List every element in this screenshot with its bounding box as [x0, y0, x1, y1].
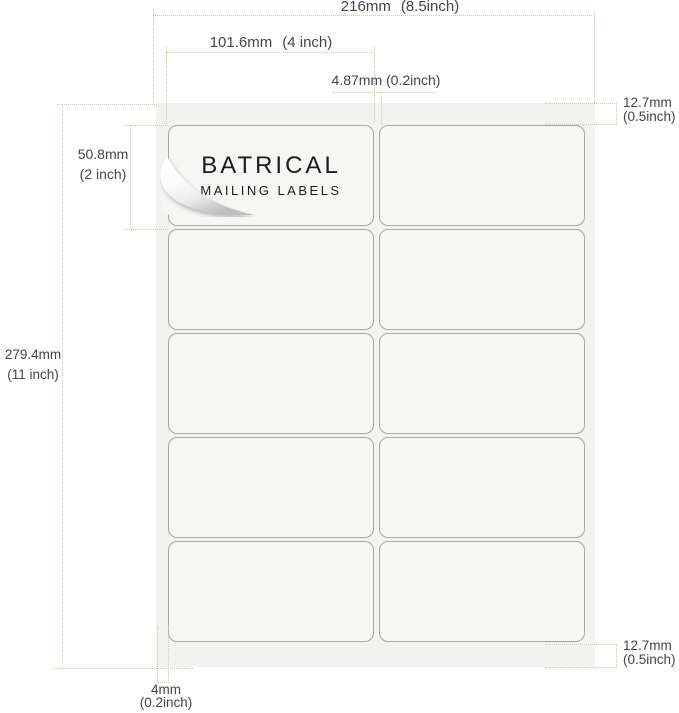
label-cell [379, 125, 585, 226]
extension-line [594, 21, 595, 103]
label-cell [379, 333, 585, 434]
extension-line [157, 626, 158, 683]
extension-line [381, 92, 382, 125]
dimension-line [545, 667, 617, 668]
dimension-tick [124, 125, 168, 126]
dimension-tick [157, 682, 169, 683]
dimension-tick [594, 10, 595, 21]
label-cell [168, 541, 374, 642]
dimension-tick [616, 103, 617, 124]
extension-line [153, 21, 154, 103]
label-cell [379, 541, 585, 642]
left-margin-annotation [114, 683, 218, 709]
dimension-tick [153, 10, 154, 21]
sheet-height-unit: (11 inch) [7, 367, 59, 382]
extension-line [374, 58, 375, 124]
label-sheet [156, 103, 595, 667]
dimension-tick [166, 47, 167, 58]
top-margin-annotation [623, 96, 676, 123]
label-height-value: 50.8mm [77, 146, 129, 162]
dimension-line [62, 104, 63, 668]
sheet-height-value: 279.4mm [4, 347, 62, 362]
bottom-margin-annotation [623, 639, 676, 666]
dimension-tick [57, 104, 157, 105]
peeled-corner-icon [160, 157, 256, 217]
dimension-tick [52, 668, 193, 669]
dimension-tick [616, 644, 617, 667]
label-cell [168, 333, 374, 434]
column-gap-value: 4.87mm [331, 72, 383, 88]
label-width-annotation [168, 34, 374, 51]
extension-line [168, 626, 169, 683]
brand-name: BATRICAL [201, 152, 341, 179]
label-width-unit: (4 inch) [282, 34, 333, 51]
dimension-tick [374, 47, 375, 58]
label-cell [379, 437, 585, 538]
left-margin-unit: (0.2inch) [139, 695, 193, 710]
dimension-tick [124, 229, 168, 230]
label-cell [168, 229, 374, 330]
label-cell [168, 437, 374, 538]
brand-subtitle: MAILING LABELS [200, 183, 342, 198]
sheet-width-value: 216mm [340, 0, 391, 15]
dimension-line [166, 52, 374, 53]
column-gap-unit: (0.2inch) [386, 72, 441, 88]
sheet-height-annotation [0, 345, 66, 385]
first-label-content [168, 125, 374, 226]
dimension-line [545, 124, 617, 125]
label-height-unit: (2 inch) [79, 166, 127, 182]
sheet-width-annotation [290, 0, 510, 15]
dimension-line [153, 15, 594, 16]
dimension-line [545, 644, 617, 645]
column-gap-annotation [325, 72, 447, 88]
bottom-margin-unit: (0.5inch) [623, 651, 676, 667]
dimension-line [130, 125, 131, 229]
label-cell [379, 229, 585, 330]
sheet-width-unit: (8.5inch) [400, 0, 460, 15]
extension-line [166, 58, 167, 124]
label-height-annotation [62, 144, 144, 184]
top-margin-unit: (0.5inch) [623, 108, 676, 124]
dimension-line [333, 92, 437, 93]
left-margin-value: 4mm [151, 682, 181, 697]
label-width-value: 101.6mm [209, 34, 273, 51]
bottom-margin-value: 12.7mm [623, 638, 672, 653]
top-margin-value: 12.7mm [623, 95, 672, 110]
dimension-line [545, 103, 617, 104]
